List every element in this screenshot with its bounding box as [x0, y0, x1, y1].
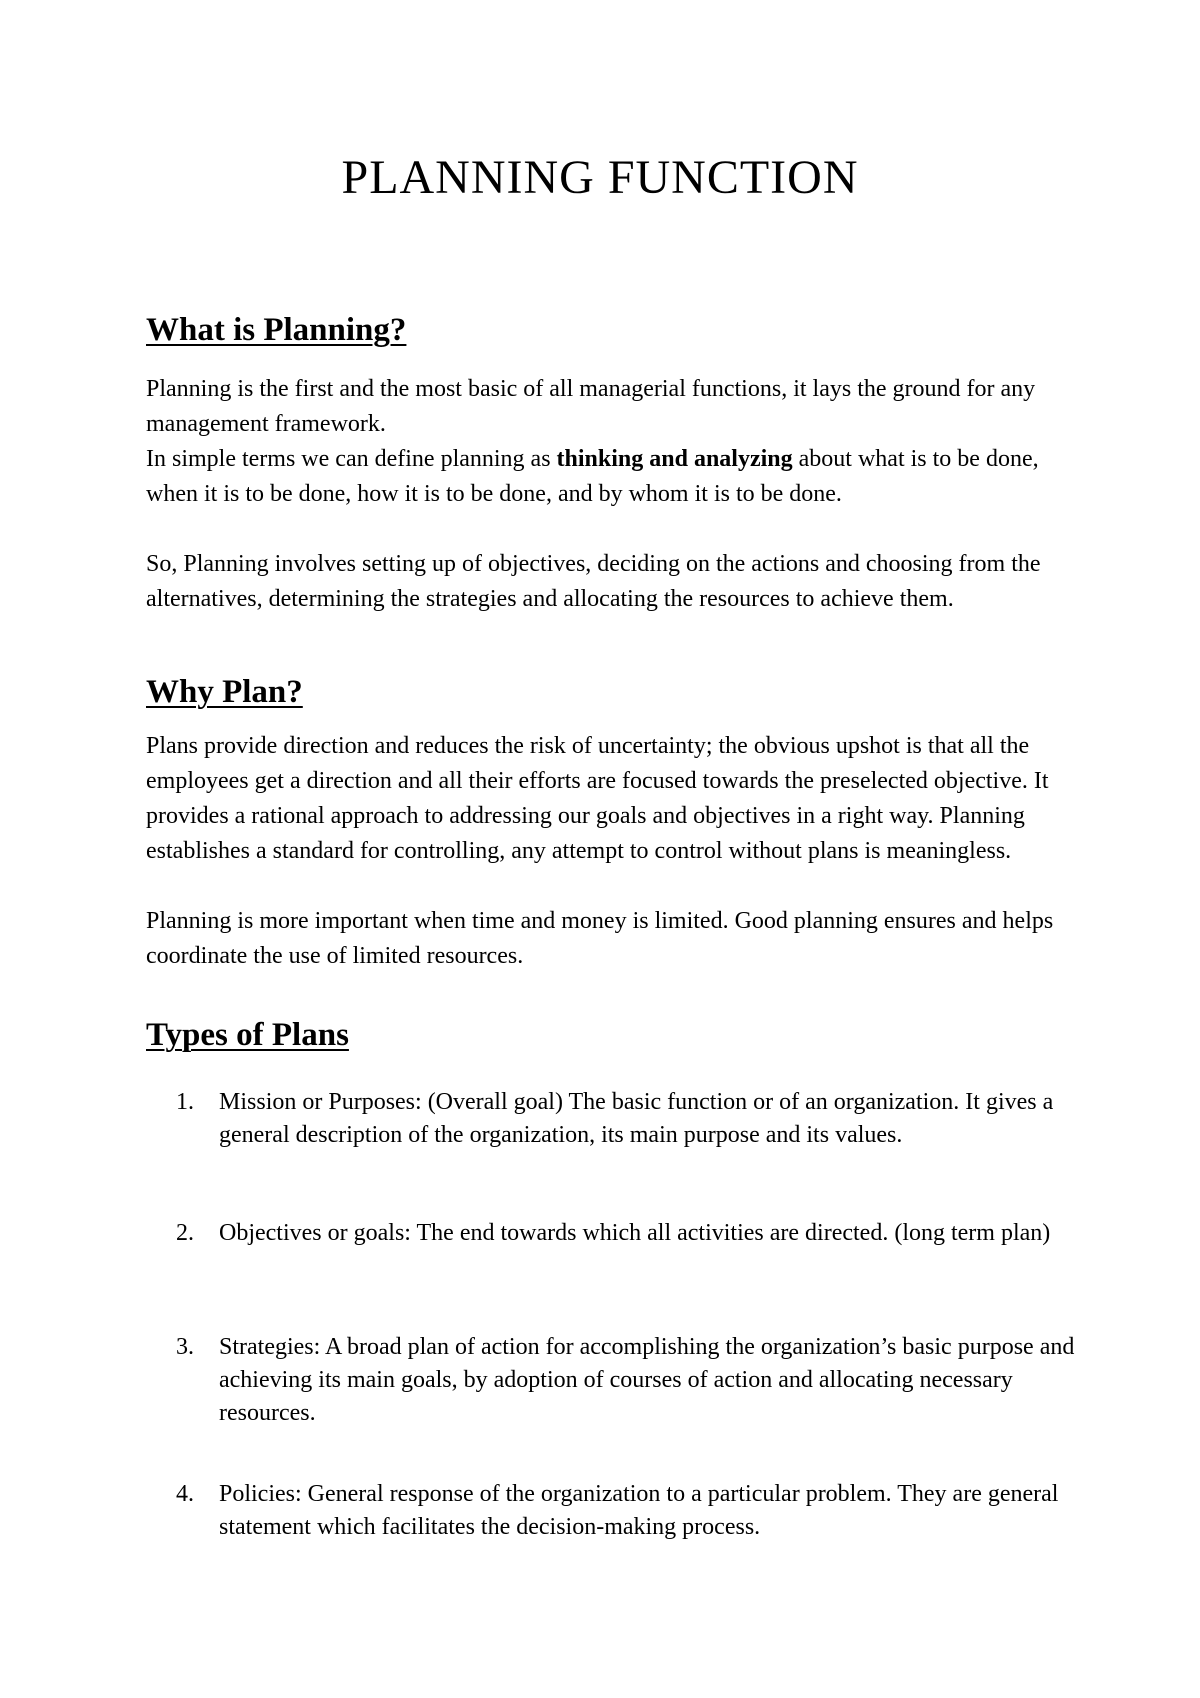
list-item	[146, 1478, 1086, 1544]
paragraph: Planning is the first and the most basic of all managerial functions, it lays the ground for any management framework.	[146, 376, 1036, 437]
list-number: 3.	[176, 1334, 194, 1360]
list-number: 1.	[176, 1089, 194, 1115]
paragraph	[146, 442, 1086, 512]
list-item-text: Strategies: A broad plan of action for accomplishing the organization’s basic purpose and achieving its main goals, by adoption of courses of action and allocating necessary resources.	[219, 1334, 1075, 1426]
section-heading-why-plan: Why Plan?	[146, 674, 303, 710]
paragraph-text: about what is to be done, when it is to be done, how it is to be done, and by whom it is to be done.	[146, 446, 1039, 507]
list-item-text: Objectives or goals: The end towards which all activities are directed. (long term plan)	[219, 1220, 1051, 1246]
list-item	[146, 1086, 1086, 1152]
page-title: PLANNING FUNCTION	[341, 151, 859, 204]
bold-text: thinking and analyzing	[556, 446, 793, 472]
list-item	[146, 1331, 1086, 1430]
list-number: 4.	[176, 1481, 194, 1507]
paragraph: Plans provide direction and reduces the risk of uncertainty; the obvious upshot is that all the employees get a direction and all their efforts are focused towards the preselected objective. It provides a rational approach to addressing our goals and objectives in a right way. Planning establishes a standard for controlling, any attempt to control without plans is meaningless.	[146, 733, 1049, 864]
list-item	[146, 1217, 1086, 1250]
list-number: 2.	[176, 1220, 194, 1246]
paragraph-text: In simple terms we can define planning as	[146, 446, 557, 472]
section-heading-what-is-planning: What is Planning?	[146, 312, 407, 348]
list-item-text: Policies: General response of the organization to a particular problem. They are general statement which facilitates the decision-making process.	[219, 1481, 1059, 1540]
section-heading-types-of-plans: Types of Plans	[146, 1017, 349, 1053]
list-item-text: Mission or Purposes: (Overall goal) The basic function or of an organization. It gives a general description of the organization, its main purpose and its values.	[219, 1089, 1054, 1148]
paragraph: So, Planning involves setting up of objectives, deciding on the actions and choosing from the alternatives, determining the strategies and allocating the resources to achieve them.	[146, 551, 1041, 612]
paragraph: Planning is more important when time and money is limited. Good planning ensures and helps coordinate the use of limited resources.	[146, 908, 1054, 969]
